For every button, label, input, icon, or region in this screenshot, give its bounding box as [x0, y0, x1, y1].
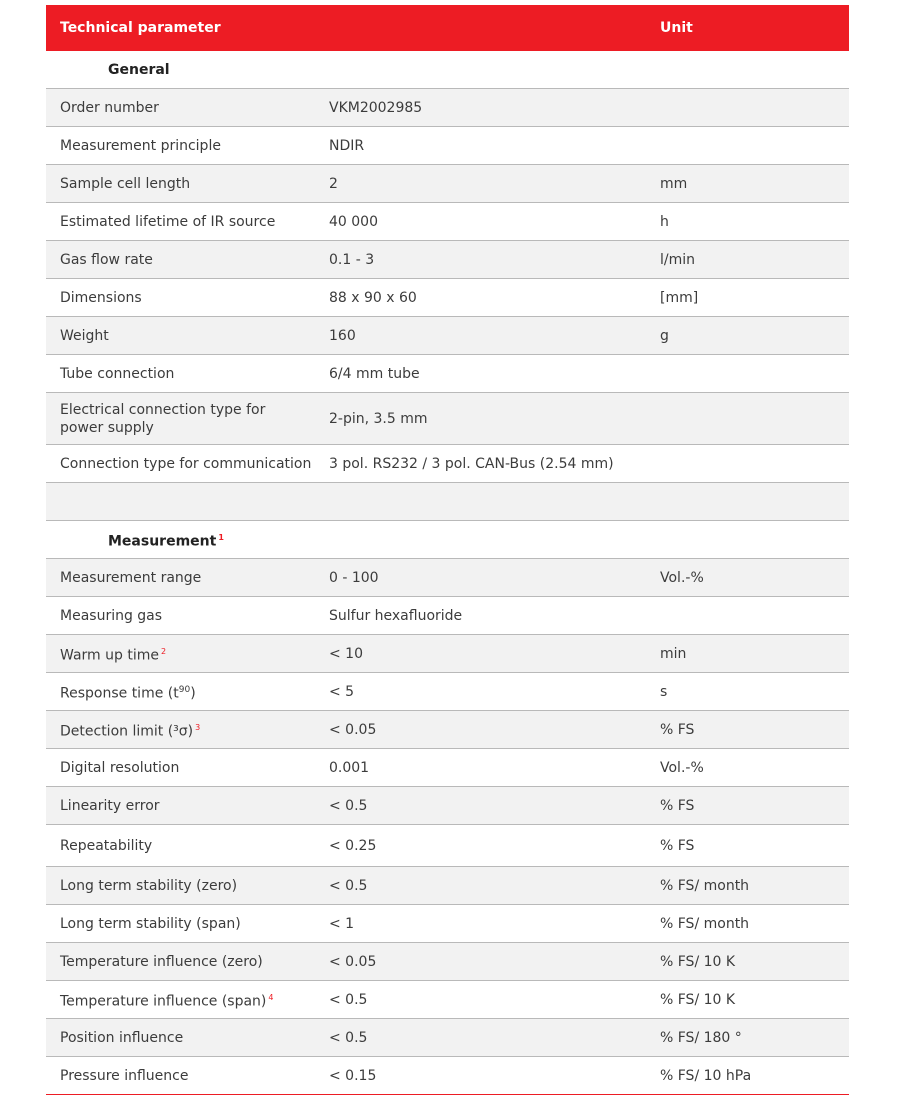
section-measurement — [46, 521, 849, 559]
header-unit: Unit — [660, 20, 693, 36]
table-row: Measurement principle NDIR — [46, 127, 849, 165]
table-row: Long term stability (zero) < 0.5 % FS/ month — [46, 867, 849, 905]
spec-table — [46, 5, 849, 1095]
table-row: Response time $(t^{90})$ < 5 s — [46, 673, 849, 711]
footnote-marker: 2 — [160, 646, 167, 656]
table-row: Detection limit (³σ) $^3$ < 0.05 % FS — [46, 711, 849, 749]
table-row: Digital resolution 0.001 Vol.-% — [46, 749, 849, 787]
table-row: Order number VKM2002985 — [46, 89, 849, 127]
table-row: Tube connection 6/4 mm tube — [46, 355, 849, 393]
table-row: Warm up time $^2$ < 10 min — [46, 635, 849, 673]
section-title-general: General — [108, 61, 170, 78]
table-row: Temperature influence (zero) < 0.05 % FS/ 10 K — [46, 943, 849, 981]
section-title-measurement: Measurement — [108, 533, 217, 550]
table-row: Weight 160 g — [46, 317, 849, 355]
section-general — [46, 51, 849, 89]
table-row: Pressure influence < 0.15 % FS/ 10 hPa — [46, 1057, 849, 1095]
table-row: Connection type for communication 3 pol. RS232 / 3 pol. CAN-Bus (2.54 mm) — [46, 445, 849, 483]
footnote-marker: 1 — [218, 532, 224, 542]
footnote-marker: 4 — [268, 992, 274, 1002]
table-row: Measurement range 0 - 100 Vol.-% — [46, 559, 849, 597]
table-row: Gas flow rate 0.1 - 3 l/min — [46, 241, 849, 279]
table-row: Linearity error < 0.5 % FS — [46, 787, 849, 825]
table-row: Sample cell length 2 mm — [46, 165, 849, 203]
table-row: Estimated lifetime of IR source 40 000 h — [46, 203, 849, 241]
table-row: Position influence < 0.5 % FS/ 180 ° — [46, 1019, 849, 1057]
table-row: Measuring gas Sulfur hexafluoride — [46, 597, 849, 635]
table-row: Temperature influence (span) $^4$ < 0.5 % FS/ 10 K — [46, 981, 849, 1019]
table-row: Electrical connection type for power supply 2-pin, 3.5 mm — [46, 393, 849, 445]
header-param: Technical parameter — [60, 20, 221, 36]
footnote-marker: 3 — [195, 722, 201, 732]
spacer-row — [46, 483, 849, 521]
table-header — [46, 5, 849, 51]
table-row: Long term stability (span) < 1 % FS/ month — [46, 905, 849, 943]
table-row: Dimensions 88 x 90 x 60 [mm] — [46, 279, 849, 317]
table-row: Repeatability < 0.25 % FS — [46, 825, 849, 867]
